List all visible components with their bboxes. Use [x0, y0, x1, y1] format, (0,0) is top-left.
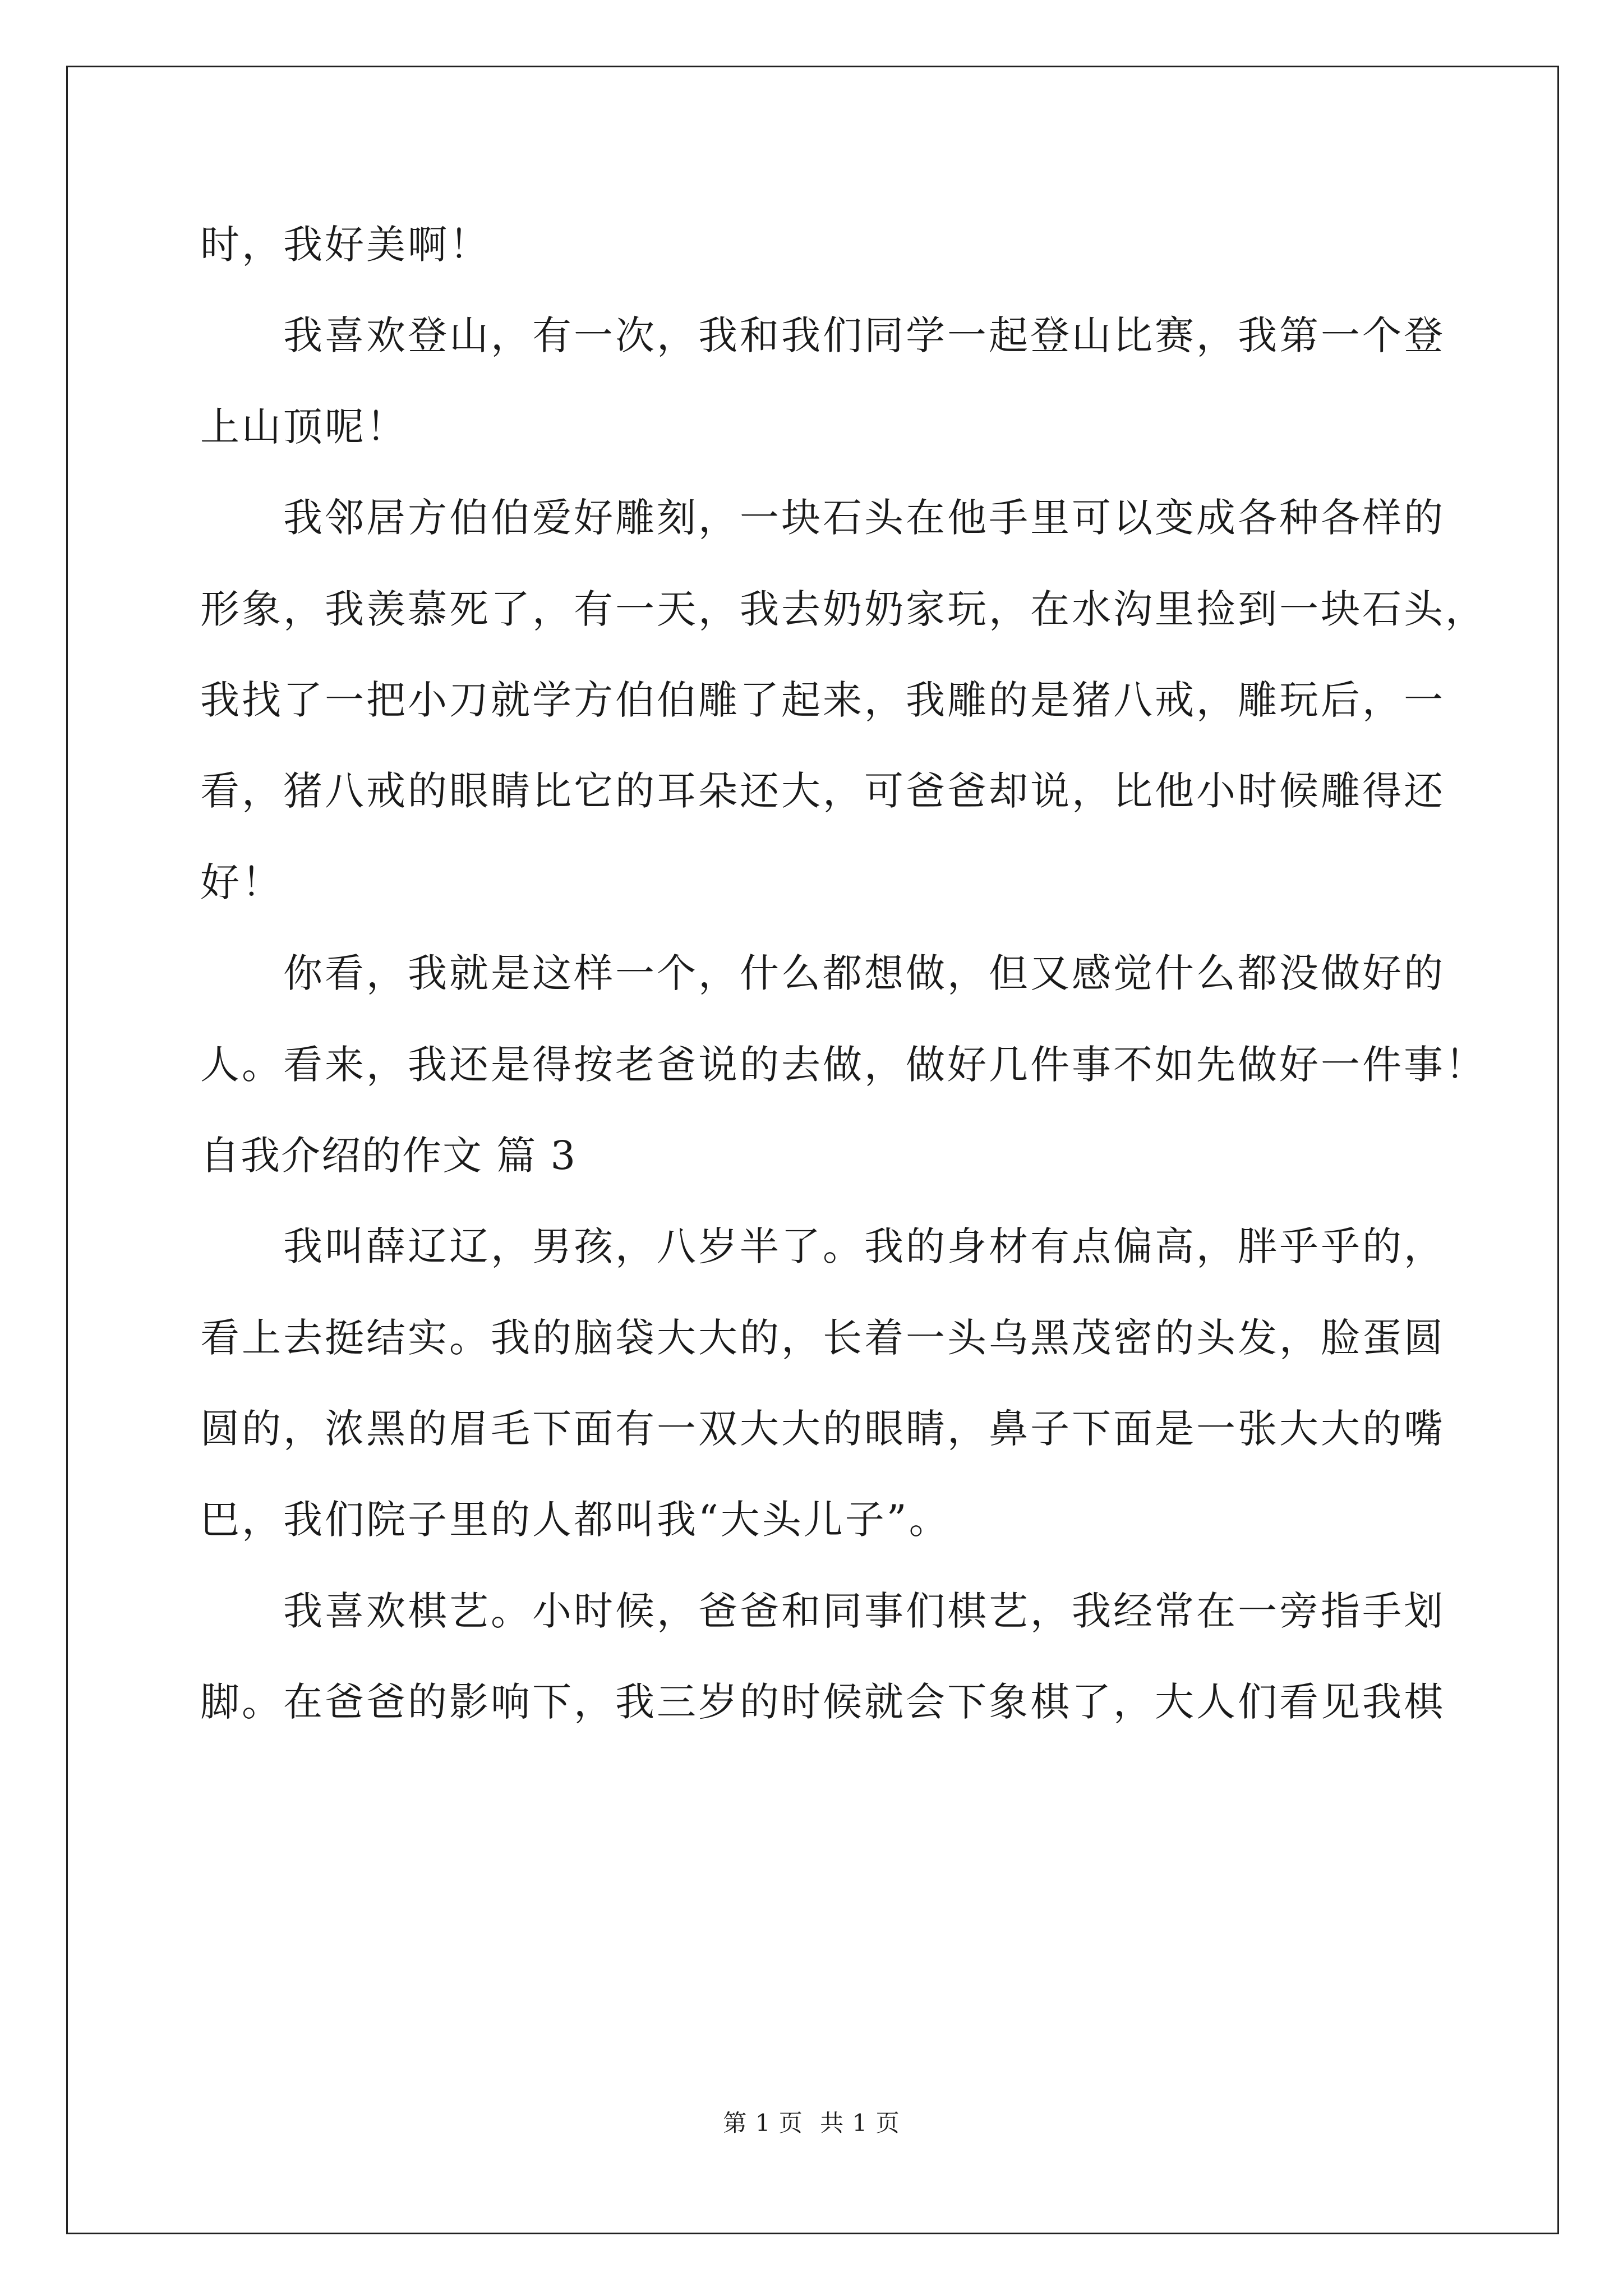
paragraph-start: 你看，我就是这样一个，什么都想做，但又感觉什么都没做好的 — [283, 950, 1445, 997]
paragraph-start: 我喜欢登山，有一次，我和我们同学一起登山比赛，我第一个登 — [283, 312, 1445, 359]
paragraph-start: 我喜欢棋艺。小时候，爸爸和同事们棋艺，我经常在一旁指手划 — [283, 1588, 1445, 1634]
text-line: 看，猪八戒的眼睛比它的耳朵还大，可爸爸却说，比他小时候雕得还 — [200, 768, 1445, 815]
text-line: 时，我好美啊！ — [200, 222, 491, 268]
text-line: 好！ — [200, 859, 283, 905]
text-line: 圆的，浓黑的眉毛下面有一双大大的眼睛，鼻子下面是一张大大的嘴 — [200, 1406, 1445, 1452]
text-line: 脚。在爸爸的影响下，我三岁的时候就会下象棋了，大人们看见我棋 — [200, 1679, 1445, 1726]
page-footer — [0, 2105, 1623, 2138]
text-line: 形象，我羡慕死了，有一天，我去奶奶家玩，在水沟里捡到一块石头， — [200, 586, 1487, 632]
page-total: 共 1 页 — [820, 2109, 900, 2137]
text-line: 上山顶呢！ — [200, 403, 408, 450]
paragraph-start: 我邻居方伯伯爱好雕刻，一块石头在他手里可以变成各种各样的 — [283, 495, 1445, 541]
text-line: 人。看来，我还是得按老爸说的去做，做好几件事不如先做好一件事！ — [200, 1041, 1487, 1088]
paragraph-start: 我叫薛辽辽，男孩，八岁半了。我的身材有点偏高，胖乎乎的， — [283, 1223, 1445, 1270]
document-body — [200, 199, 1487, 1748]
text-line: 我找了一把小刀就学方伯伯雕了起来，我雕的是猪八戒，雕玩后，一 — [200, 677, 1445, 723]
text-line: 看上去挺结实。我的脑袋大大的，长着一头乌黑茂密的头发，脸蛋圆 — [200, 1314, 1445, 1361]
page-number: 第 1 页 — [723, 2109, 803, 2137]
text-line: 巴，我们院子里的人都叫我“大头儿子”。 — [200, 1497, 951, 1543]
section-heading: 自我介绍的作文 篇 3 — [200, 1132, 577, 1179]
